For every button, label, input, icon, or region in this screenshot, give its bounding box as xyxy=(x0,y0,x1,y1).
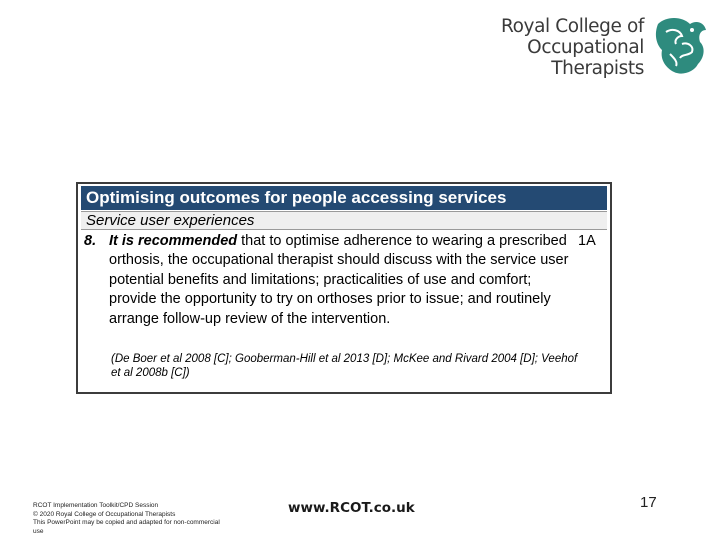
panel-subheading: Service user experiences xyxy=(81,211,607,230)
heraldic-emblem-icon xyxy=(652,14,710,78)
panel-title: Optimising outcomes for people accessing services xyxy=(81,186,607,210)
footer-toolkit-line: RCOT Implementation Toolkit/CPD Session xyxy=(33,502,159,509)
logo-line-2: Occupational xyxy=(527,37,644,58)
footer-notice xyxy=(33,502,223,536)
recommendation-text xyxy=(109,232,569,329)
website-link[interactable]: www.RCOT.co.uk xyxy=(288,500,415,516)
page-number: 17 xyxy=(640,494,657,511)
recommendation-panel xyxy=(76,182,612,394)
footer-license-line: This PowerPoint may be copied and adapted for non-commercial use xyxy=(33,519,220,535)
rcot-logo xyxy=(501,14,710,80)
recommendation-number: 8. xyxy=(84,233,97,249)
recommendation-lead: It is recommended xyxy=(109,233,238,249)
logo-line-3: Therapists xyxy=(551,58,644,79)
references: (De Boer et al 2008 [C]; Gooberman-Hill et al 2013 [D]; McKee and Rivard 2004 [D]; Veehof et al 2008b [C]) xyxy=(111,353,578,379)
footer-copyright-line: © 2020 Royal College of Occupational Therapists xyxy=(33,510,176,518)
logo-line-1: Royal College of xyxy=(501,16,644,37)
recommendation-body: that to optimise adherence to wearing a prescribed orthosis, the occupational therapist should discuss with the service user potential benefits and limitations; practicalities of use and comfort; provide the opportunity to try on orthoses prior to issue; and routinely arrange follow-up review of the intervention. xyxy=(109,233,569,327)
evidence-grade: 1A xyxy=(578,233,596,249)
logo-wordmark xyxy=(501,16,644,79)
